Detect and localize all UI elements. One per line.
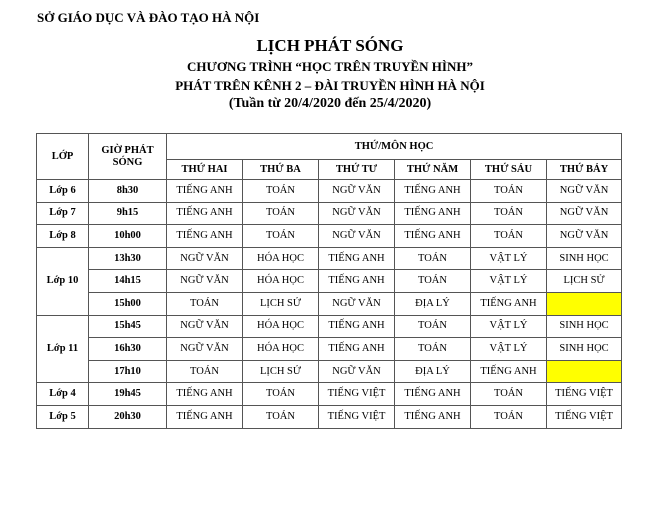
subject-cell: TIẾNG ANH	[167, 180, 243, 203]
subject-cell: SINH HỌC	[547, 338, 622, 361]
subject-cell: VẬT LÝ	[471, 270, 547, 293]
header-day: THỨ HAI	[167, 160, 243, 180]
subject-cell: LỊCH SỬ	[243, 360, 319, 383]
time-cell: 16h30	[89, 338, 167, 361]
class-cell: Lớp 10	[37, 247, 89, 315]
table-row	[37, 202, 622, 225]
time-cell: 15h45	[89, 315, 167, 338]
subject-cell: TOÁN	[243, 383, 319, 406]
subject-cell: NGỮ VĂN	[167, 247, 243, 270]
subject-cell: LỊCH SỬ	[547, 270, 622, 293]
header-day: THỨ BA	[243, 160, 319, 180]
broadcast-schedule-table	[36, 133, 622, 429]
table-header-row	[37, 134, 622, 160]
subject-cell: TOÁN	[471, 202, 547, 225]
time-cell: 20h30	[89, 405, 167, 428]
subject-cell: TIẾNG ANH	[167, 405, 243, 428]
class-cell: Lớp 11	[37, 315, 89, 383]
subject-cell: TOÁN	[395, 247, 471, 270]
subject-cell: NGỮ VĂN	[167, 315, 243, 338]
subject-cell: LỊCH SỬ	[243, 292, 319, 315]
header-day: THỨ TƯ	[319, 160, 395, 180]
subject-cell: TOÁN	[471, 405, 547, 428]
class-cell: Lớp 5	[37, 405, 89, 428]
subject-cell: TIẾNG ANH	[167, 202, 243, 225]
schedule-body	[37, 180, 622, 429]
header-thu-mon-hoc: THỨ/MÔN HỌC	[167, 134, 622, 160]
subject-cell: TOÁN	[167, 292, 243, 315]
document-title: LỊCH PHÁT SÓNG	[256, 36, 404, 55]
header-day: THỨ SÁU	[471, 160, 547, 180]
time-cell: 14h15	[89, 270, 167, 293]
subject-cell: TIẾNG ANH	[395, 180, 471, 203]
subject-cell: VẬT LÝ	[471, 247, 547, 270]
subject-cell: TIẾNG ANH	[167, 225, 243, 248]
subject-cell: TOÁN	[243, 225, 319, 248]
header-day: THỨ BẢY	[547, 160, 622, 180]
subject-cell: ĐỊA LÝ	[395, 292, 471, 315]
week-range: (Tuần từ 20/4/2020 đến 25/4/2020)	[228, 96, 432, 111]
subject-cell: NGỮ VĂN	[319, 180, 395, 203]
subject-cell: NGỮ VĂN	[319, 225, 395, 248]
table-row	[37, 180, 622, 203]
table-row	[37, 292, 622, 315]
time-cell: 8h30	[89, 180, 167, 203]
subject-cell: TIẾNG ANH	[167, 383, 243, 406]
subject-cell: SINH HỌC	[547, 247, 622, 270]
subject-cell: ĐỊA LÝ	[395, 360, 471, 383]
subject-cell: HÓA HỌC	[243, 247, 319, 270]
subject-cell: TOÁN	[243, 202, 319, 225]
table-row	[37, 315, 622, 338]
table-row	[37, 338, 622, 361]
subject-cell: TOÁN	[471, 383, 547, 406]
subject-cell: HÓA HỌC	[243, 270, 319, 293]
subject-cell: NGỮ VĂN	[319, 292, 395, 315]
subject-cell: TIẾNG ANH	[395, 383, 471, 406]
subject-cell: NGỮ VĂN	[547, 202, 622, 225]
subject-cell: NGỮ VĂN	[167, 338, 243, 361]
subject-cell: TOÁN	[395, 270, 471, 293]
subject-cell: TIẾNG ANH	[319, 247, 395, 270]
table-row	[37, 270, 622, 293]
subject-cell	[547, 292, 622, 315]
subject-cell: TOÁN	[243, 405, 319, 428]
header-lop: LỚP	[37, 134, 89, 180]
subject-cell: NGỮ VĂN	[319, 360, 395, 383]
time-cell: 15h00	[89, 292, 167, 315]
subject-cell: TOÁN	[167, 360, 243, 383]
subject-cell: VẬT LÝ	[471, 338, 547, 361]
table-row	[37, 247, 622, 270]
header-day: THỨ NĂM	[395, 160, 471, 180]
subject-cell	[547, 360, 622, 383]
subject-cell: TIẾNG ANH	[319, 315, 395, 338]
table-row	[37, 360, 622, 383]
time-cell: 17h10	[89, 360, 167, 383]
table-row	[37, 225, 622, 248]
program-name: CHƯƠNG TRÌNH “HỌC TRÊN TRUYỀN HÌNH”	[187, 59, 473, 74]
time-cell: 13h30	[89, 247, 167, 270]
subject-cell: TIẾNG VIỆT	[547, 383, 622, 406]
subject-cell: TIẾNG ANH	[395, 405, 471, 428]
class-cell: Lớp 8	[37, 225, 89, 248]
subject-cell: TIẾNG ANH	[471, 292, 547, 315]
channel-info: PHÁT TRÊN KÊNH 2 – ĐÀI TRUYỀN HÌNH HÀ NỘI	[175, 78, 485, 93]
class-cell: Lớp 6	[37, 180, 89, 203]
subject-cell: TOÁN	[395, 338, 471, 361]
time-cell: 10h00	[89, 225, 167, 248]
table-row	[37, 405, 622, 428]
subject-cell: HÓA HỌC	[243, 338, 319, 361]
subject-cell: NGỮ VĂN	[319, 202, 395, 225]
table-row	[37, 383, 622, 406]
subject-cell: TIẾNG ANH	[395, 202, 471, 225]
subject-cell: HÓA HỌC	[243, 315, 319, 338]
header-gio-phat-song: GIỜ PHÁT SÓNG	[89, 134, 167, 180]
subject-cell: TIẾNG ANH	[395, 225, 471, 248]
class-cell: Lớp 4	[37, 383, 89, 406]
subject-cell: NGỮ VĂN	[547, 180, 622, 203]
subject-cell: TIẾNG ANH	[471, 360, 547, 383]
subject-cell: SINH HỌC	[547, 315, 622, 338]
subject-cell: TIẾNG VIỆT	[319, 383, 395, 406]
subject-cell: TIẾNG ANH	[319, 338, 395, 361]
subject-cell: VẬT LÝ	[471, 315, 547, 338]
subject-cell: NGỮ VĂN	[547, 225, 622, 248]
time-cell: 19h45	[89, 383, 167, 406]
subject-cell: TOÁN	[243, 180, 319, 203]
subject-cell: TOÁN	[471, 180, 547, 203]
subject-cell: NGỮ VĂN	[167, 270, 243, 293]
class-cell: Lớp 7	[37, 202, 89, 225]
department-name: SỞ GIÁO DỤC VÀ ĐÀO TẠO HÀ NỘI	[37, 10, 260, 25]
subject-cell: TOÁN	[395, 315, 471, 338]
subject-cell: TIẾNG ANH	[319, 270, 395, 293]
subject-cell: TIẾNG VIỆT	[547, 405, 622, 428]
subject-cell: TOÁN	[471, 225, 547, 248]
subject-cell: TIẾNG VIỆT	[319, 405, 395, 428]
time-cell: 9h15	[89, 202, 167, 225]
